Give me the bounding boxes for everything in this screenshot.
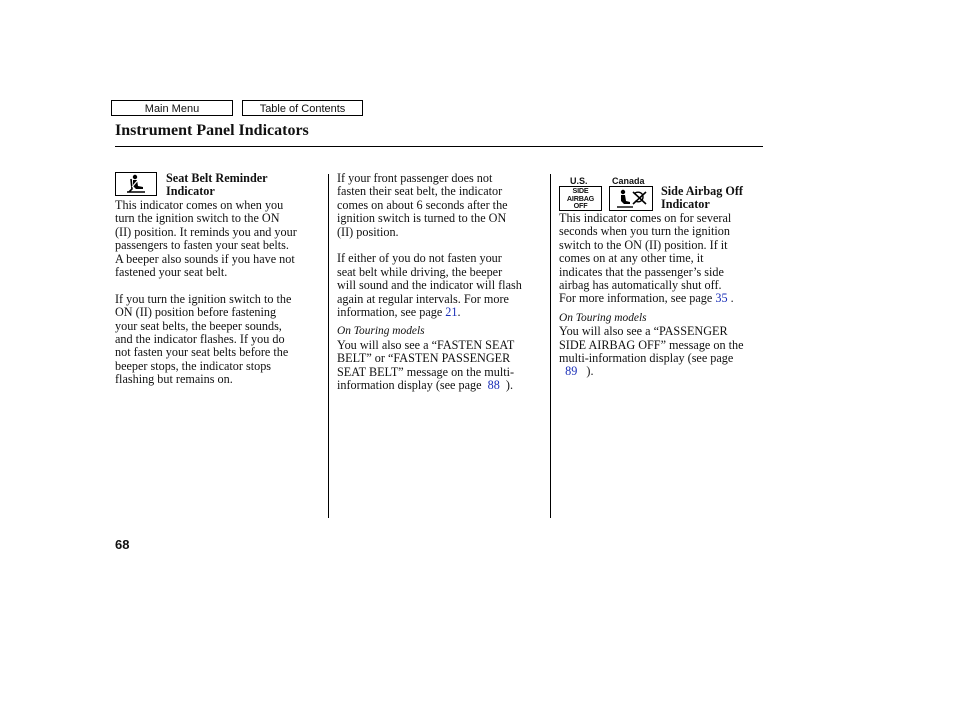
canada-label: Canada xyxy=(612,176,645,186)
airbag-off-person-icon xyxy=(609,186,653,211)
touring-note: On Touring models xyxy=(559,311,647,324)
page-title: Instrument Panel Indicators xyxy=(115,122,309,139)
page-21-link[interactable]: 21 xyxy=(445,305,458,320)
seat-belt-body: This indicator comes on when you turn the ignition switch to the ON (II) position. It reminds you and your passengers to fasten your seat belts. A beeper also sounds if you have not fastened your seat belt. If you turn the ignition switch to the ON (II) position before fastening your seat belts, the beeper sounds, and the indicator flashes. If you do not fasten your seat belts before the beeper stops, the indicator stops flashing but remains on. xyxy=(115,198,297,387)
column-divider xyxy=(550,174,551,518)
page-35-link[interactable]: 35 xyxy=(715,291,728,306)
side-airbag-heading: Side Airbag Off Indicator xyxy=(661,184,743,212)
seat-belt-heading: Seat Belt Reminder Indicator xyxy=(166,171,268,199)
us-label: U.S. xyxy=(570,176,588,186)
touring-note: On Touring models xyxy=(337,325,425,338)
title-divider xyxy=(115,146,763,147)
main-menu-button[interactable]: Main Menu xyxy=(111,100,233,116)
page-number: 68 xyxy=(115,537,130,552)
seat-belt-person-icon xyxy=(115,172,157,196)
side-airbag-off-us-icon: SIDE AIRBAG OFF xyxy=(559,186,602,211)
page-89-link[interactable]: 89 xyxy=(565,364,578,379)
side-airbag-body: This indicator comes on for several seconds when you turn the ignition switch to the ON (II) position. If it comes on at any other time, it indicates that the passenger’s side airbag has automatically shut off. For more information, see page 35 . On Touring models You will also see a “PASSENGER SIDE AIRBAG OFF” message on the multi-information display (see page 89 ). xyxy=(559,212,764,379)
passenger-belt-body: If your front passenger does not fasten their seat belt, the indicator comes on about 6 seconds after the ignition switch is turned to the ON (II) position. If either of you do not fasten your seat belt while driving, the beeper will sound and the indicator will flash again at regular intervals. For more information, see page 21. On Touring models You will also see a “FASTEN SEAT BELT” or “FASTEN PASSENGER SEAT BELT” message on the multi- information display (see page 88 ). xyxy=(337,172,547,392)
page-88-link[interactable]: 88 xyxy=(487,378,500,393)
table-of-contents-button[interactable]: Table of Contents xyxy=(242,100,363,116)
column-divider xyxy=(328,174,329,518)
